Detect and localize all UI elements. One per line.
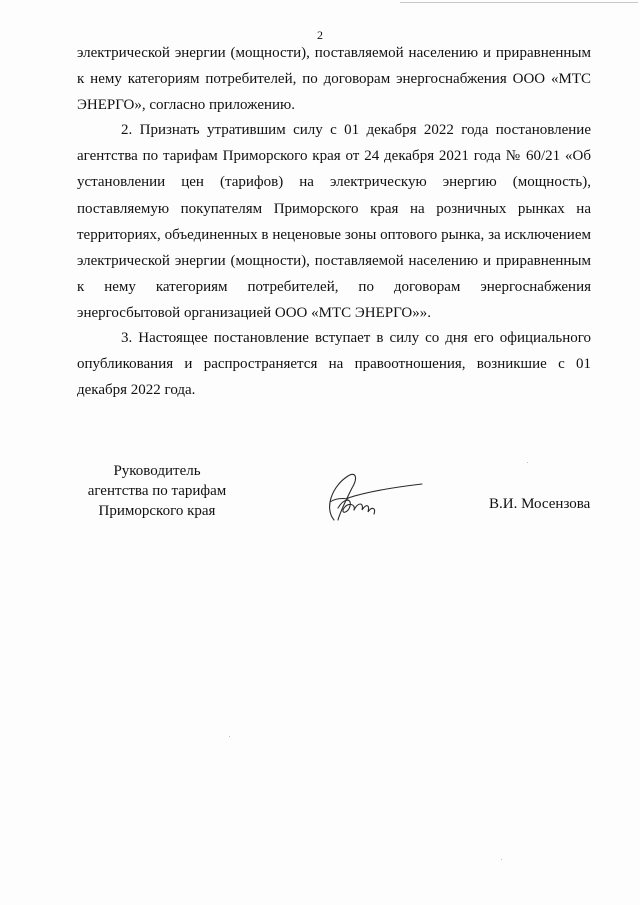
paragraph-continuation: электрической энергии (мощности), поставляемой населению и приравненным к нему категориям потребителей, по договорам энергоснабжения ООО «МТС ЭНЕРГО», согласно приложению. (77, 45, 591, 114)
signatory-position (77, 461, 237, 521)
handwritten-signature (318, 468, 428, 528)
paragraph-item-2: 2. Признать утратившим силу с 01 декабря 2022 года постановление агентства по тарифам Приморского края от 24 декабря 2021 года № 60/21 «Об установлении цен (тарифов) на электрическую энергию (мощность), поставляемую покупателям Приморского края на розничных рынках на территориях, объединенных в неценовые зоны оптового рынка, за исключением электрической энергии (мощности), поставляемой населению и приравненным к нему категориям потребителей, по договорам энергоснабжения энергосбытовой организацией ООО «МТС ЭНЕРГО»». (77, 122, 591, 322)
page-number: 2 (317, 28, 323, 42)
scan-speck (501, 859, 502, 860)
paragraph-item-3: 3. Настоящее постановление вступает в силу со дня его официального опубликования и распространяется на правоотношения, возникшие с 01 декабря 2022 года. (77, 330, 591, 399)
position-line-2: агентства по тарифам (87, 483, 227, 499)
scan-speck (527, 462, 528, 463)
scan-edge-line (400, 2, 638, 3)
signer-name: В.И. Мосензова (489, 496, 591, 512)
position-line-3: Приморского края (98, 503, 216, 519)
position-line-1: Руководитель (113, 463, 201, 479)
scan-speck (229, 736, 230, 737)
